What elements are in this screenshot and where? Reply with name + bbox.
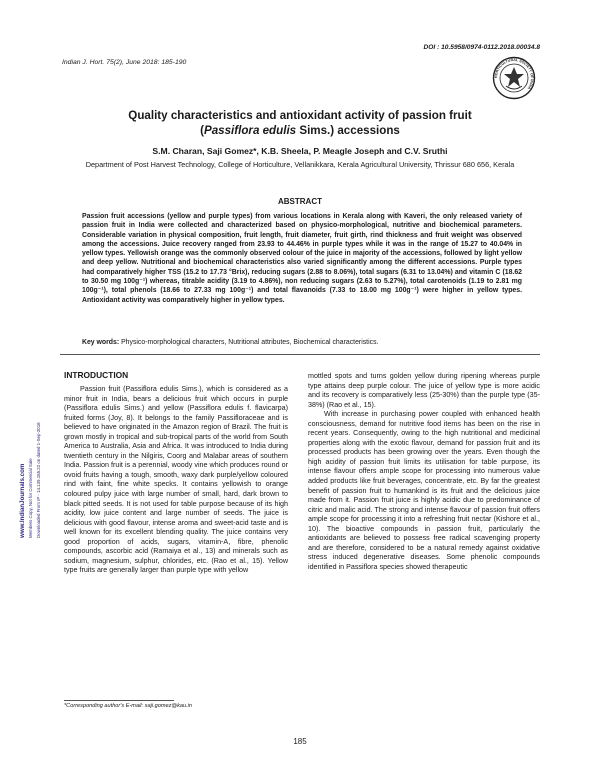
- abstract-text: Passion fruit accessions (yellow and purple types) from various locations in Kerala along with Kaveri, the only released variety of passion fruit in India were collected and characterized based on physico-morphological, nutritive and biochemical parameters. Considerable variation in physical composition, fruit length, fruit diameter, fruit girth, rind thickness and fruit weight was observed among the accessions. Juice recovery ranged from 23.93 to 44.46% in purple types while it was in the range of 15.27 to 40.04% in yellow types. Yellowish orange was the commonly observed colour of the juice in majority of the accessions, followed by light yellow and deep yellow. Nutritional and biochemical characteristics also varied significantly among the different accessions. Purple types had comparatively higher TSS (15.2 to 17.73 °Brix), reducing sugars (2.88 to 8.06%), total sugars (6.31 to 13.04%) and vitamin C (18.62 to 30.50 mg 100g⁻¹) whereas, titrable acidity (3.19 to 4.86%), non reducing sugars (2.63 to 5.27%), total carotenoids (1.19 to 2.81 mg 100g⁻¹), total phenols (18.66 to 27.33 mg 100g⁻¹) and total flavanoids (7.33 to 18.00 mg 100g⁻¹) were higher in yellow types. Antioxidant activity was comparatively higher in yellow types.: [82, 213, 522, 304]
- journal-reference: Indian J. Hort. 75(2), June 2018: 185-190: [62, 59, 187, 66]
- keywords-text: Physico-morphological characters, Nutritional attributes, Biochemical characteristics.: [121, 339, 379, 346]
- logo-text: HORTICULTURAL SOCIETY OF INDIA: [493, 57, 535, 90]
- side-watermark: [4, 360, 54, 540]
- keywords: [82, 338, 522, 347]
- page-number: 185: [293, 737, 307, 746]
- authors: S.M. Charan, Saji Gomez*, K.B. Sheela, P. Meagle Joseph and C.V. Sruthi: [152, 146, 448, 156]
- left-column: [64, 385, 288, 576]
- intro-paragraph-2: mottled spots and turns golden yellow during ripening whereas purple type attains deep purple colour. The juice of yellow type is more acidic and its recovery is comparatively less (25-30%) than the purple type (35-38%) (Rao et al., 15).: [308, 372, 540, 409]
- affiliation: Department of Post Harvest Technology, College of Horticulture, Vellanikkara, Kerala Agricultural University, Thrissur 680 656, Kerala: [85, 160, 515, 169]
- footnote-divider: [64, 700, 174, 701]
- side-watermark-line3: Downloaded From IP - 14.139.155.22 on dated 1-Sep-2018: [36, 422, 41, 538]
- intro-paragraph-1: Passion fruit (Passiflora edulis Sims.), which is considered as a minor fruit in India, bears a delicious fruit which occurs in purple (Passiflora edulis Sims.) and yellow (Passiflora edulis f. flavicarpa) fruited forms (Joy, 8). It belongs to the family Passifloraceae and is believed to have originated in the Amazon region of Brazil. The fruit is grown mostly in tropical and sub-tropical parts of the world from South America to Australia, Asia and Africa. It was introduced to India during twentieth century in the Nilgiris, Coorg and Malabar areas of southern India. Passion fruit is a perennial, woody vine which produces round or ovoid fruits having a tough, smooth, waxy dark purple/yellow coloured rind with faint, fine white specks. It contains yellowish to orange coloured pulpy juice with large number of small, hard, dark brown to black pitted seeds. It is not used for table purpose because of its high acidity, low juice content and large number of seeds. The juice is delicious with good flavour, intense aroma and sweet-acid taste and is well known for its excellent blending quality. The juice contains very good proportion of acids, sugars, vitamin-A, fibre, phenolic compounds, ascorbic acid (Ramaiya et al., 13) and minerals such as sodium, magnesium, sulphur, chlorides, etc. (Rao et al., 15). Yellow type fruits are generally larger than purple type with yellow: [64, 385, 288, 575]
- side-watermark-line2: Members Copy, Not for Commercial Sale: [28, 458, 33, 538]
- society-logo-icon: [492, 56, 536, 100]
- section-divider: [60, 354, 540, 355]
- abstract-heading: ABSTRACT: [278, 197, 322, 206]
- right-column: [308, 372, 540, 572]
- side-watermark-line1: www.IndianJournals.com: [19, 463, 26, 538]
- intro-paragraph-3: With increase in purchasing power coupled with enhanced health consciousness, demand for nutritive food items has been on the rise in recent years. Consequently, owing to the high nutritional and medicinal properties along with the exotic flavour, demand for passion fruit and its processed products has been growing over the years. Even though the high acidity of passion fruit limits its utilisation for table purpose, its intense flavour offers ample scope for processing into numerous value added products like fruit beverages, concentrate, etc. By far the greatest benefit of passion fruit to humankind is its fruit and the delicious juice made from it. Passion fruit juice is highly acidic due to predominance of citric and malic acid. The strong and intense flavour of passion fruit offers ample scope for processing it into a refreshing fruit nectar (Kishore et al., 10). The bioactive compounds in passion fruit, particularly the antioxidants are believed to possess free radical scavenging property and are therefore, considered to be a natural remedy against oxidative stress induced degenerative diseases. Some phenolic compounds identified in Passiflora species showed therapeutic: [308, 410, 540, 571]
- paper-title: [60, 108, 540, 138]
- title-line-1: Quality characteristics and antioxidant activity of passion fruit: [128, 109, 472, 122]
- introduction-heading: INTRODUCTION: [64, 370, 129, 380]
- keywords-label: Key words:: [82, 339, 120, 346]
- footnote: *Corresponding author's E-mail: saji.gomez@kau.in: [64, 703, 193, 709]
- title-line-2: (Passiflora edulis Sims.) accessions: [200, 124, 400, 137]
- doi-line: DOI : 10.5958/0974-0112.2018.00034.8: [423, 44, 540, 51]
